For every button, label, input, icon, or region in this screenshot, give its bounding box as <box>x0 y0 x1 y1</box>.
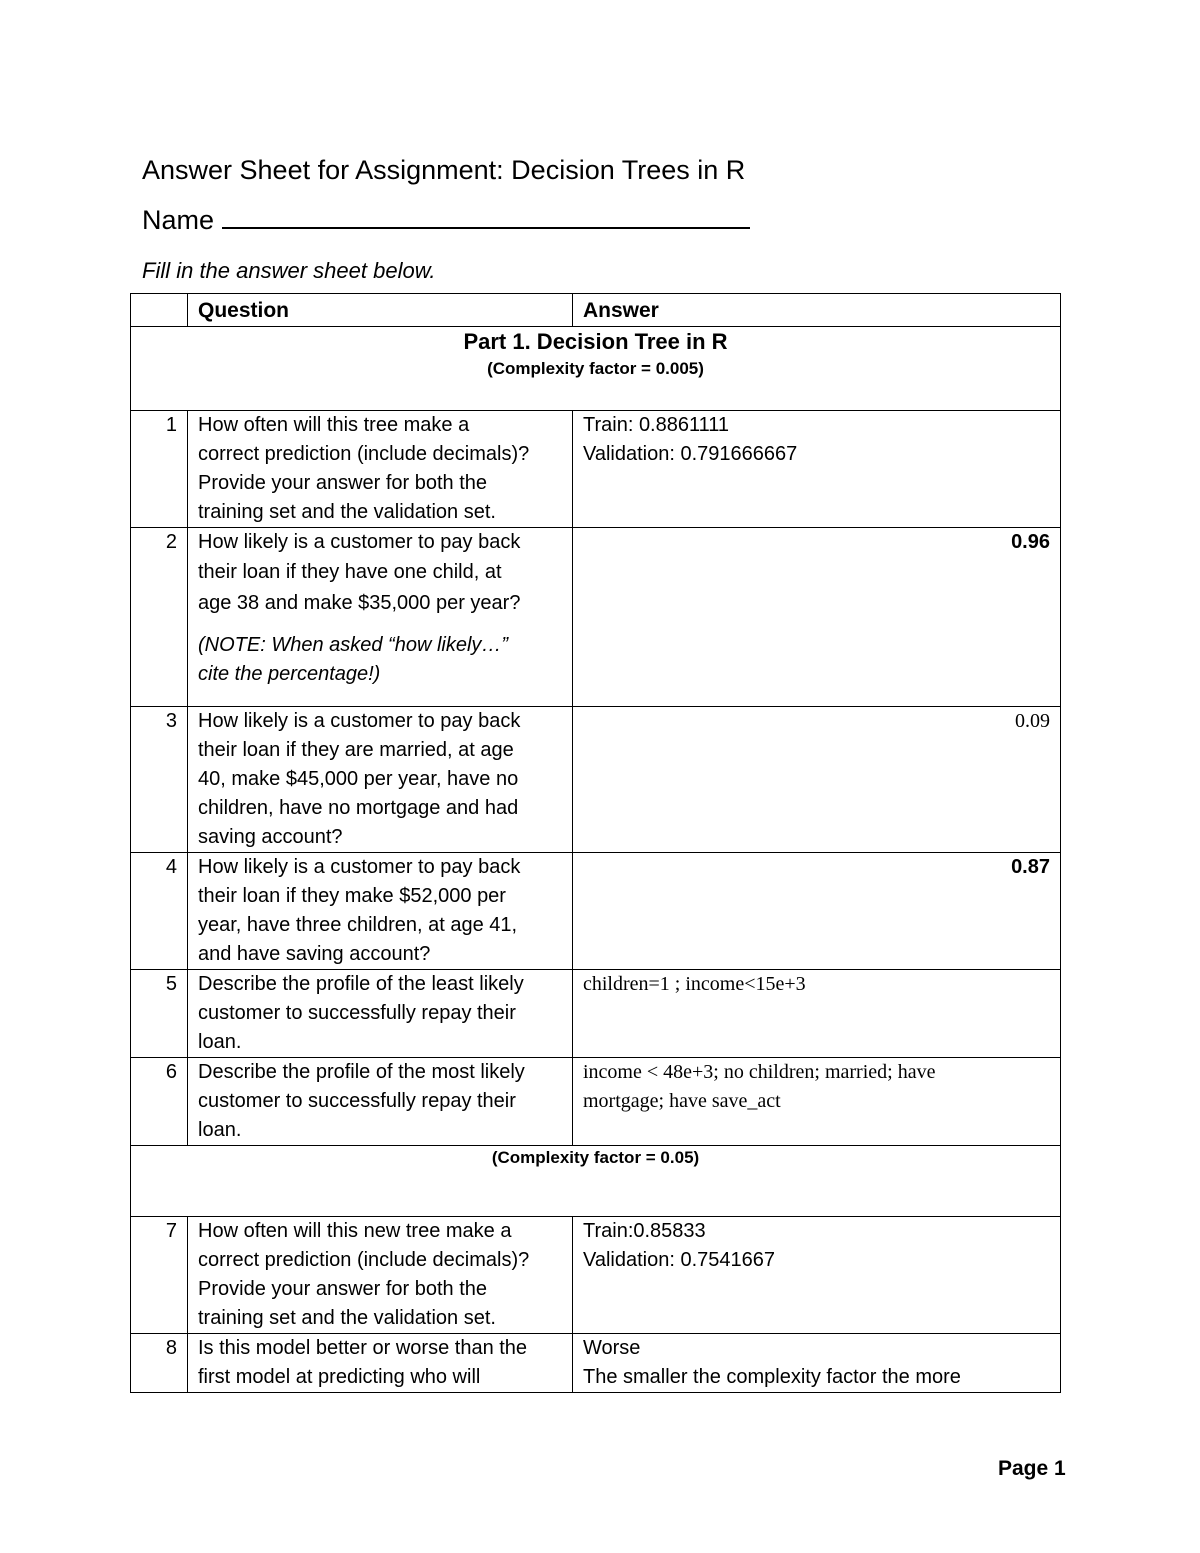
question-line: first model at predicting who will <box>198 1366 481 1388</box>
question-cell <box>188 1334 573 1393</box>
answer-line: Worse <box>583 1337 641 1359</box>
answer-cell <box>573 411 1061 528</box>
question-line: How likely is a customer to pay back <box>198 710 521 732</box>
answer-line: Train:0.85833 <box>583 1220 706 1242</box>
answer-line: income < 48e+3; no children; married; have <box>583 1061 936 1083</box>
table-header-row <box>131 294 1061 327</box>
part1-cell <box>131 327 1061 411</box>
question-line: correct prediction (include decimals)? <box>198 1249 530 1271</box>
question-line: How often will this new tree make a <box>198 1220 512 1242</box>
answer-cell <box>573 970 1061 1058</box>
row-number: 6 <box>131 1058 188 1146</box>
answer-cell: 0.96 <box>573 528 1061 707</box>
question-line: loan. <box>198 1031 242 1053</box>
note-line: cite the percentage!) <box>198 663 381 685</box>
question-line: customer to successfully repay their <box>198 1002 516 1024</box>
row-number: 4 <box>131 853 188 970</box>
table-row <box>131 1334 1061 1393</box>
question-line: their loan if they make $52,000 per <box>198 885 506 907</box>
header-question: Question <box>188 294 573 327</box>
question-line: and have saving account? <box>198 943 431 965</box>
row-number: 2 <box>131 528 188 707</box>
row-number: 1 <box>131 411 188 528</box>
answer-cell <box>573 1217 1061 1334</box>
table-row <box>131 1058 1061 1146</box>
table-row <box>131 411 1061 528</box>
answer-line: Train: 0.8861111 <box>583 414 730 436</box>
question-line: their loan if they have one child, at <box>198 561 502 583</box>
answer-line: Validation: 0.7541667 <box>583 1249 776 1271</box>
question-line: How likely is a customer to pay back <box>198 856 521 878</box>
row-number: 7 <box>131 1217 188 1334</box>
answer-line: mortgage; have save_act <box>583 1090 781 1112</box>
answer-cell: 0.09 <box>573 707 1061 853</box>
question-line: How likely is a customer to pay back <box>198 531 521 553</box>
name-blank-line <box>222 205 750 229</box>
question-line: Provide your answer for both the <box>198 1278 488 1300</box>
question-line: saving account? <box>198 826 343 848</box>
note-line: (NOTE: When asked “how likely…” <box>198 634 509 656</box>
question-line: Describe the profile of the most likely <box>198 1061 525 1083</box>
question-line: 40, make $45,000 per year, have no <box>198 768 519 790</box>
header-answer: Answer <box>573 294 1061 327</box>
table-row <box>131 707 1061 853</box>
instruction-text: Fill in the answer sheet below. <box>142 258 436 283</box>
question-line: customer to successfully repay their <box>198 1090 516 1112</box>
question-line: training set and the validation set. <box>198 501 496 523</box>
question-line: age 38 and make $35,000 per year? <box>198 592 521 614</box>
answer-cell <box>573 1058 1061 1146</box>
name-label: Name <box>142 205 215 235</box>
question-line: training set and the validation set. <box>198 1307 496 1329</box>
question-line: correct prediction (include decimals)? <box>198 443 530 465</box>
question-line: Provide your answer for both the <box>198 472 488 494</box>
answer-table <box>130 293 1061 1393</box>
document-title: Answer Sheet for Assignment: Decision Trees in R <box>142 155 746 185</box>
question-line: their loan if they are married, at age <box>198 739 514 761</box>
question-cell <box>188 1058 573 1146</box>
page-number: Page 1 <box>998 1457 1066 1480</box>
table-row <box>131 853 1061 970</box>
question-cell <box>188 1217 573 1334</box>
question-line: loan. <box>198 1119 242 1141</box>
question-cell <box>188 528 573 707</box>
header-num-cell <box>131 294 188 327</box>
question-line: children, have no mortgage and had <box>198 797 519 819</box>
answer-line: children=1 ; income<15e+3 <box>583 973 806 995</box>
name-field <box>142 205 750 236</box>
question-line: Is this model better or worse than the <box>198 1337 528 1359</box>
row-number: 5 <box>131 970 188 1058</box>
answer-cell <box>573 1334 1061 1393</box>
row-number: 8 <box>131 1334 188 1393</box>
table-row <box>131 1217 1061 1334</box>
part2-complexity: (Complexity factor = 0.05) <box>491 1148 700 1167</box>
part1-row <box>131 327 1061 411</box>
answer-cell: 0.87 <box>573 853 1061 970</box>
part1-title: Part 1. Decision Tree in R <box>463 329 728 354</box>
part1-complexity: (Complexity factor = 0.005) <box>487 359 704 378</box>
answer-line: Validation: 0.791666667 <box>583 443 798 465</box>
question-cell <box>188 707 573 853</box>
question-line: How often will this tree make a <box>198 414 470 436</box>
question-cell <box>188 970 573 1058</box>
question-cell <box>188 853 573 970</box>
table-row <box>131 528 1061 707</box>
row-number: 3 <box>131 707 188 853</box>
part2-cell <box>131 1146 1061 1217</box>
question-note <box>198 631 562 689</box>
part2-row <box>131 1146 1061 1217</box>
question-cell <box>188 411 573 528</box>
question-line: year, have three children, at age 41, <box>198 914 518 936</box>
question-line: Describe the profile of the least likely <box>198 973 524 995</box>
answer-line: The smaller the complexity factor the more <box>583 1366 961 1388</box>
table-row <box>131 970 1061 1058</box>
